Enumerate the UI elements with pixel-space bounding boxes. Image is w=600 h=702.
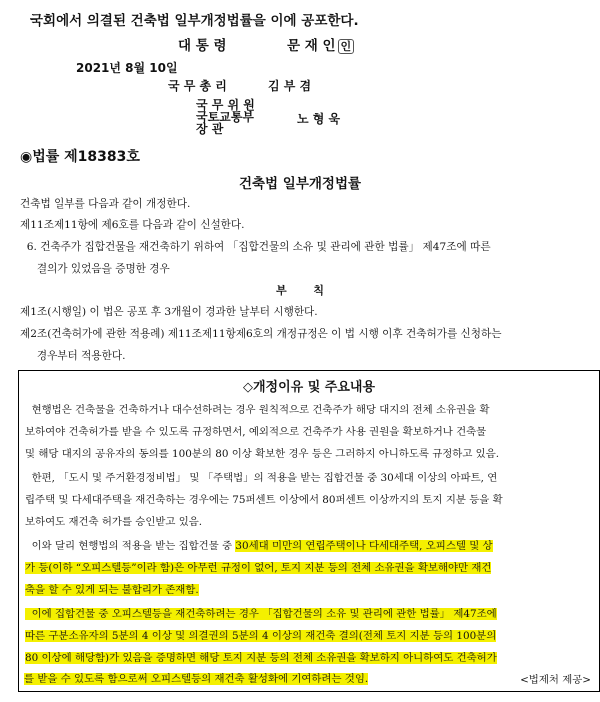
supplementary-line: 제1조(시행일) 이 법은 공포 후 3개월이 경과한 날부터 시행한다. <box>20 306 318 318</box>
pm-title: 국 무 총 리 <box>168 79 227 93</box>
law-line: 6. 건축주가 집합건물을 재건축하기 위하여 「집합건물의 소유 및 관리에 관한 법률」 제47조에 따른 <box>20 241 491 253</box>
reason-line: 현행법은 건축물을 건축하거나 대수선하려는 경우 원칙적으로 건축주가 해당 대지의 전체 소유권을 확 <box>25 404 490 416</box>
reason-line <box>25 605 497 620</box>
reason-line <box>25 627 496 642</box>
reason-line: 및 해당 대지의 공유자의 동의를 100분의 80 이상 확보한 경우 등은 그러하지 아니하도록 규정하고 있음. <box>25 448 500 460</box>
minister-title-1: 국 무 위 원 <box>196 98 255 112</box>
bullet-icon: ◉ <box>20 149 33 165</box>
supplementary-line: 경우부터 적용한다. <box>20 350 126 362</box>
source-credit: <법제처 제공> <box>520 674 591 686</box>
reason-line: 이와 달리 현행법의 적용을 받는 집합건물 중 30세대 미만의 연립주택이나 다세대주택, 오피스텔 및 상 <box>25 540 493 552</box>
highlighted-text: 축을 할 수 있게 되는 불합리가 존재함. <box>25 584 199 596</box>
president-name: 문 재 인 <box>287 38 336 54</box>
reason-box <box>18 370 600 692</box>
pm-name: 김 부 겸 <box>268 79 312 93</box>
reason-line <box>25 649 497 664</box>
highlighted-text: 따른 구분소유자의 5분의 4 이상 및 의결권의 5분의 4 이상의 재건축 결의(전체 토지 지분 등의 100분의 <box>25 630 497 642</box>
reason-line <box>24 670 368 685</box>
highlighted-text: 를 받을 수 있도록 함으로써 오피스텔등의 재건축 활성화에 기여하려는 것임. <box>24 673 369 685</box>
president-signature <box>287 34 354 54</box>
highlighted-text: 30세대 미만의 연립주택이나 다세대주택, 오피스텔 및 상 <box>235 540 493 552</box>
minister-title-2: 국토교통부 <box>196 110 254 124</box>
supplementary-title: 부 칙 <box>275 284 325 297</box>
promulgation-intro: 국회에서 의결된 건축법 일부개정법률을 이에 공포한다. <box>30 13 359 29</box>
highlighted-text: 가 등(이하 “오피스텔등”이라 함)은 아무런 규정이 없어, 토지 지분 등의 전체 소유권을 확보해야만 재건 <box>25 562 492 574</box>
highlighted-text: 80 이상에 해당함)가 있음을 증명하면 해당 토지 지분 등의 전체 소유권을 확보하지 아니하여도 건축허가 <box>25 652 497 664</box>
law-number <box>20 146 140 166</box>
reason-line: 한편, 「도시 및 주거환경정비법」 및 「주택법」의 적용을 받는 집합건물 중 30세대 이상의 아파트, 연 <box>25 472 498 484</box>
reason-line: 보하여야 건축허가를 받을 수 있도록 규정하면서, 예외적으로 건축주가 사용 권원을 확보하거나 건축물 <box>25 426 487 438</box>
president-title: 대 통 령 <box>178 38 227 54</box>
law-number-text: 법률 제18383호 <box>32 149 140 165</box>
law-line: 제11조제11항에 제6호를 다음과 같이 신설한다. <box>20 219 245 231</box>
reason-line <box>25 581 199 596</box>
law-line: 결의가 있었음을 증명한 경우 <box>20 263 170 275</box>
promulgation-date: 2021년 8월 10일 <box>76 61 178 75</box>
reason-line <box>25 559 491 574</box>
minister-name: 노 형 욱 <box>297 112 341 126</box>
highlighted-text: 이에 집합건물 중 오피스텔등을 재건축하려는 경우 「집합건물의 소유 및 관리에 관한 법률」 제47조에 <box>25 608 497 620</box>
seal-icon: 인 <box>338 39 355 54</box>
reason-line: 립주택 및 다세대주택을 재건축하는 경우에는 75퍼센트 이상에서 80퍼센트 이상까지의 토지 지분 등을 확 <box>25 494 503 506</box>
reason-line: 보하여도 재건축 허가를 승인받고 있음. <box>25 516 203 528</box>
supplementary-line: 제2조(건축허가에 관한 적용례) 제11조제11항제6호의 개정규정은 이 법 시행 이후 건축허가를 신청하는 <box>20 328 502 340</box>
reason-title: ◇개정이유 및 주요내용 <box>242 380 376 395</box>
minister-title-3: 장 관 <box>196 122 224 136</box>
law-title: 건축법 일부개정법률 <box>238 176 362 192</box>
law-line: 건축법 일부를 다음과 같이 개정한다. <box>20 198 191 210</box>
